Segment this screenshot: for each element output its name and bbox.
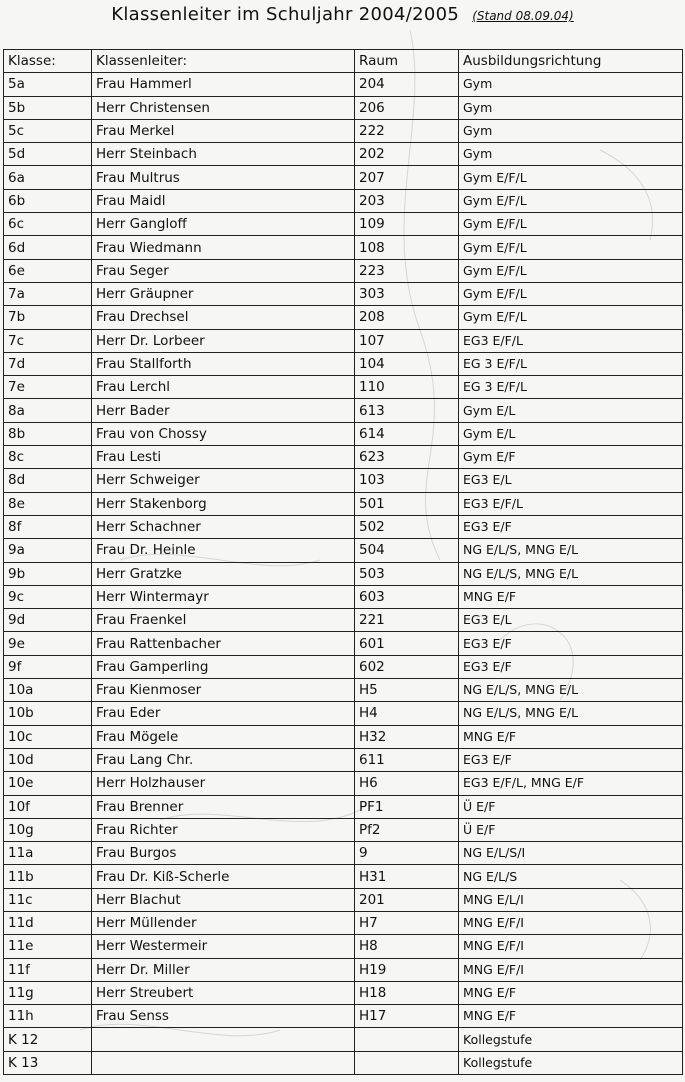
cell-raum: 202 (355, 143, 459, 166)
cell-klasse: 6e (4, 259, 92, 282)
cell-klassenleiter: Frau Gamperling (92, 655, 355, 678)
column-header-klasse: Klasse: (4, 50, 92, 73)
table-row (4, 492, 683, 515)
cell-klassenleiter: Frau Burgos (92, 842, 355, 865)
table-row (4, 679, 683, 702)
cell-ausbildungsrichtung: NG E/L/S, MNG E/L (459, 562, 683, 585)
cell-klassenleiter: Frau Drechsel (92, 306, 355, 329)
cell-klassenleiter (92, 1051, 355, 1074)
cell-klassenleiter: Herr Stakenborg (92, 492, 355, 515)
cell-raum: 206 (355, 96, 459, 119)
cell-ausbildungsrichtung: Gym (459, 73, 683, 96)
cell-klassenleiter: Frau Merkel (92, 119, 355, 142)
cell-ausbildungsrichtung: MNG E/F (459, 981, 683, 1004)
cell-klasse: 5c (4, 119, 92, 142)
cell-ausbildungsrichtung: Gym E/F/L (459, 213, 683, 236)
table-row (4, 73, 683, 96)
table-row (4, 725, 683, 748)
cell-raum: 602 (355, 655, 459, 678)
cell-raum: H19 (355, 958, 459, 981)
cell-klassenleiter: Herr Schachner (92, 515, 355, 538)
cell-ausbildungsrichtung: Gym E/F/L (459, 189, 683, 212)
cell-raum: 110 (355, 376, 459, 399)
cell-klassenleiter: Herr Müllender (92, 911, 355, 934)
cell-ausbildungsrichtung: EG 3 E/F/L (459, 352, 683, 375)
cell-klasse: 10a (4, 679, 92, 702)
table-row (4, 119, 683, 142)
table-row (4, 585, 683, 608)
cell-klassenleiter: Frau Stallforth (92, 352, 355, 375)
table-row (4, 422, 683, 445)
table-row (4, 166, 683, 189)
cell-klassenleiter: Herr Gräupner (92, 282, 355, 305)
cell-ausbildungsrichtung: MNG E/L/I (459, 888, 683, 911)
cell-klasse: 10g (4, 818, 92, 841)
cell-klasse: 9b (4, 562, 92, 585)
cell-klasse: 11c (4, 888, 92, 911)
cell-klasse: 6b (4, 189, 92, 212)
cell-klasse: 9a (4, 539, 92, 562)
cell-klassenleiter: Herr Wintermayr (92, 585, 355, 608)
cell-ausbildungsrichtung: Gym E/F/L (459, 282, 683, 305)
cell-klasse: K 12 (4, 1028, 92, 1051)
column-header-raum: Raum (355, 50, 459, 73)
cell-ausbildungsrichtung: EG 3 E/F/L (459, 376, 683, 399)
cell-raum: H5 (355, 679, 459, 702)
cell-raum: 208 (355, 306, 459, 329)
cell-klassenleiter: Frau von Chossy (92, 422, 355, 445)
cell-klasse: 9d (4, 609, 92, 632)
cell-klasse: 6d (4, 236, 92, 259)
cell-klassenleiter: Herr Gangloff (92, 213, 355, 236)
cell-raum: 104 (355, 352, 459, 375)
cell-klassenleiter: Herr Christensen (92, 96, 355, 119)
cell-raum: H32 (355, 725, 459, 748)
table-row (4, 282, 683, 305)
cell-ausbildungsrichtung: EG3 E/F (459, 655, 683, 678)
table-row (4, 143, 683, 166)
cell-ausbildungsrichtung: EG3 E/F (459, 748, 683, 771)
cell-klassenleiter: Frau Dr. Kiß-Scherle (92, 865, 355, 888)
column-header-ausbildungsrichtung: Ausbildungsrichtung (459, 50, 683, 73)
table-row (4, 562, 683, 585)
cell-raum: 222 (355, 119, 459, 142)
cell-klasse: 8a (4, 399, 92, 422)
cell-ausbildungsrichtung: EG3 E/L (459, 469, 683, 492)
cell-raum: 109 (355, 213, 459, 236)
table-row (4, 702, 683, 725)
cell-klasse: 9c (4, 585, 92, 608)
cell-klasse: 10e (4, 772, 92, 795)
cell-ausbildungsrichtung: Ü E/F (459, 795, 683, 818)
cell-klasse: 6c (4, 213, 92, 236)
cell-klassenleiter: Frau Fraenkel (92, 609, 355, 632)
table-row (4, 446, 683, 469)
table-row (4, 818, 683, 841)
cell-klasse: 8b (4, 422, 92, 445)
table-row (4, 958, 683, 981)
cell-klasse: 11f (4, 958, 92, 981)
table-row (4, 865, 683, 888)
cell-klasse: 8e (4, 492, 92, 515)
cell-raum: 203 (355, 189, 459, 212)
cell-klasse: 11e (4, 935, 92, 958)
cell-raum: H7 (355, 911, 459, 934)
table-row (4, 213, 683, 236)
cell-klassenleiter: Herr Streubert (92, 981, 355, 1004)
table-row (4, 399, 683, 422)
cell-klasse: 8d (4, 469, 92, 492)
table-header-row (4, 50, 683, 73)
table-body (4, 73, 683, 1075)
cell-ausbildungsrichtung: EG3 E/F/L (459, 329, 683, 352)
cell-klassenleiter: Frau Seger (92, 259, 355, 282)
cell-raum: 603 (355, 585, 459, 608)
cell-klasse: 10d (4, 748, 92, 771)
cell-raum: H17 (355, 1005, 459, 1028)
table-row (4, 1005, 683, 1028)
cell-klassenleiter: Frau Kienmoser (92, 679, 355, 702)
cell-raum: 504 (355, 539, 459, 562)
cell-ausbildungsrichtung: MNG E/F (459, 1005, 683, 1028)
cell-raum: 107 (355, 329, 459, 352)
cell-ausbildungsrichtung: Kollegstufe (459, 1028, 683, 1051)
cell-klasse: 8f (4, 515, 92, 538)
cell-klassenleiter: Frau Lang Chr. (92, 748, 355, 771)
cell-klasse: 7d (4, 352, 92, 375)
cell-klassenleiter: Herr Dr. Miller (92, 958, 355, 981)
cell-klassenleiter: Frau Mögele (92, 725, 355, 748)
table-row (4, 911, 683, 934)
cell-raum: H18 (355, 981, 459, 1004)
cell-klasse: 10f (4, 795, 92, 818)
cell-klassenleiter: Frau Hammerl (92, 73, 355, 96)
class-teacher-table (3, 49, 683, 1075)
cell-klassenleiter: Frau Multrus (92, 166, 355, 189)
cell-ausbildungsrichtung: Gym E/F (459, 446, 683, 469)
table-row (4, 981, 683, 1004)
table-row (4, 795, 683, 818)
cell-klassenleiter: Frau Rattenbacher (92, 632, 355, 655)
cell-ausbildungsrichtung: Gym E/F/L (459, 236, 683, 259)
cell-ausbildungsrichtung: EG3 E/F (459, 515, 683, 538)
cell-ausbildungsrichtung: Gym E/F/L (459, 259, 683, 282)
cell-raum (355, 1028, 459, 1051)
table-row (4, 306, 683, 329)
cell-raum: 9 (355, 842, 459, 865)
table-row (4, 772, 683, 795)
cell-ausbildungsrichtung: MNG E/F/I (459, 958, 683, 981)
cell-klasse: 8c (4, 446, 92, 469)
cell-raum: 613 (355, 399, 459, 422)
cell-raum: 502 (355, 515, 459, 538)
cell-klasse: 9f (4, 655, 92, 678)
title-row (0, 4, 685, 34)
cell-klassenleiter: Frau Brenner (92, 795, 355, 818)
table-row (4, 748, 683, 771)
cell-ausbildungsrichtung: Gym E/F/L (459, 306, 683, 329)
cell-raum: 207 (355, 166, 459, 189)
cell-raum: 223 (355, 259, 459, 282)
cell-klasse: 11g (4, 981, 92, 1004)
cell-ausbildungsrichtung: MNG E/F (459, 585, 683, 608)
cell-klassenleiter: Herr Blachut (92, 888, 355, 911)
cell-klasse: 5b (4, 96, 92, 119)
cell-klassenleiter: Herr Schweiger (92, 469, 355, 492)
cell-raum: 108 (355, 236, 459, 259)
table-row (4, 539, 683, 562)
cell-raum: H8 (355, 935, 459, 958)
cell-ausbildungsrichtung: Gym (459, 119, 683, 142)
cell-raum: 611 (355, 748, 459, 771)
table-row (4, 259, 683, 282)
cell-raum: 623 (355, 446, 459, 469)
cell-ausbildungsrichtung: EG3 E/F (459, 632, 683, 655)
cell-klasse: 5d (4, 143, 92, 166)
cell-klasse: 10b (4, 702, 92, 725)
cell-ausbildungsrichtung: NG E/L/S/I (459, 842, 683, 865)
cell-raum: H31 (355, 865, 459, 888)
table-row (4, 352, 683, 375)
cell-klassenleiter: Herr Holzhauser (92, 772, 355, 795)
cell-klassenleiter: Frau Eder (92, 702, 355, 725)
cell-klasse: 11b (4, 865, 92, 888)
cell-raum: H4 (355, 702, 459, 725)
cell-klasse: 6a (4, 166, 92, 189)
table-row (4, 515, 683, 538)
cell-ausbildungsrichtung: NG E/L/S, MNG E/L (459, 539, 683, 562)
cell-klassenleiter: Herr Steinbach (92, 143, 355, 166)
cell-ausbildungsrichtung: Ü E/F (459, 818, 683, 841)
cell-ausbildungsrichtung: Gym E/L (459, 399, 683, 422)
cell-raum: PF1 (355, 795, 459, 818)
cell-ausbildungsrichtung: NG E/L/S, MNG E/L (459, 702, 683, 725)
cell-klasse: 9e (4, 632, 92, 655)
cell-ausbildungsrichtung: MNG E/F/I (459, 935, 683, 958)
cell-klasse: 10c (4, 725, 92, 748)
cell-raum (355, 1051, 459, 1074)
cell-klassenleiter: Herr Dr. Lorbeer (92, 329, 355, 352)
table-row (4, 888, 683, 911)
cell-ausbildungsrichtung: EG3 E/F/L (459, 492, 683, 515)
cell-klasse: 7e (4, 376, 92, 399)
cell-klassenleiter: Frau Lerchl (92, 376, 355, 399)
cell-ausbildungsrichtung: MNG E/F (459, 725, 683, 748)
cell-ausbildungsrichtung: MNG E/F/I (459, 911, 683, 934)
table-row (4, 236, 683, 259)
table-row (4, 935, 683, 958)
cell-raum: 614 (355, 422, 459, 445)
cell-ausbildungsrichtung: NG E/L/S (459, 865, 683, 888)
cell-klasse: 5a (4, 73, 92, 96)
cell-ausbildungsrichtung: Kollegstufe (459, 1051, 683, 1074)
cell-klassenleiter (92, 1028, 355, 1051)
cell-ausbildungsrichtung: Gym (459, 96, 683, 119)
table-row (4, 329, 683, 352)
cell-klassenleiter: Frau Wiedmann (92, 236, 355, 259)
table-row (4, 655, 683, 678)
cell-ausbildungsrichtung: EG3 E/F/L, MNG E/F (459, 772, 683, 795)
cell-raum: 303 (355, 282, 459, 305)
cell-klasse: 7a (4, 282, 92, 305)
cell-klassenleiter: Herr Gratzke (92, 562, 355, 585)
cell-ausbildungsrichtung: Gym E/L (459, 422, 683, 445)
cell-raum: 501 (355, 492, 459, 515)
cell-klasse: 7b (4, 306, 92, 329)
cell-raum: 103 (355, 469, 459, 492)
column-header-klassenleiter: Klassenleiter: (92, 50, 355, 73)
cell-klassenleiter: Frau Dr. Heinle (92, 539, 355, 562)
cell-klassenleiter: Herr Bader (92, 399, 355, 422)
table-row (4, 469, 683, 492)
cell-ausbildungsrichtung: Gym (459, 143, 683, 166)
table-row (4, 1028, 683, 1051)
cell-raum: 201 (355, 888, 459, 911)
cell-raum: 601 (355, 632, 459, 655)
cell-klasse: 7c (4, 329, 92, 352)
table-row (4, 1051, 683, 1074)
cell-klassenleiter: Frau Senss (92, 1005, 355, 1028)
cell-raum: H6 (355, 772, 459, 795)
cell-klasse: K 13 (4, 1051, 92, 1074)
cell-raum: 204 (355, 73, 459, 96)
table-row (4, 189, 683, 212)
table-row (4, 632, 683, 655)
cell-klasse: 11d (4, 911, 92, 934)
page-title: Klassenleiter im Schuljahr 2004/2005 (111, 4, 460, 25)
cell-raum: 503 (355, 562, 459, 585)
stand-date: (Stand 08.09.04) (472, 9, 574, 23)
cell-klassenleiter: Frau Maidl (92, 189, 355, 212)
table-row (4, 96, 683, 119)
cell-raum: Pf2 (355, 818, 459, 841)
table-row (4, 842, 683, 865)
cell-ausbildungsrichtung: EG3 E/L (459, 609, 683, 632)
cell-raum: 221 (355, 609, 459, 632)
cell-klassenleiter: Frau Lesti (92, 446, 355, 469)
table-row (4, 376, 683, 399)
table-row (4, 609, 683, 632)
cell-klassenleiter: Herr Westermeir (92, 935, 355, 958)
cell-klasse: 11a (4, 842, 92, 865)
cell-ausbildungsrichtung: Gym E/F/L (459, 166, 683, 189)
cell-ausbildungsrichtung: NG E/L/S, MNG E/L (459, 679, 683, 702)
cell-klassenleiter: Frau Richter (92, 818, 355, 841)
cell-klasse: 11h (4, 1005, 92, 1028)
